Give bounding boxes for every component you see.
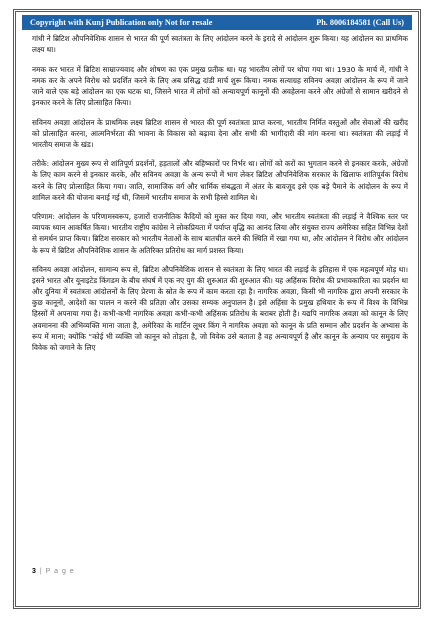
paragraph-results: परिणाम: आंदोलन के परिणामस्वरूप, हजारों राजनीतिक कैदियों को मुक्त कर दिया गया, और भारतीय स्वतंत्रता की लड़ाई ने वैश्विक स्तर पर व्यापक ध्यान आकर्षित किया। भारतीय राष्ट्रीय कांग्रेस ने लोकप्रियता में पर्याप्त वृद्धि का आनंद लिया और संयुक्त राज्य अमेरिका सहित विभिन्न देशों से समर्थन प्राप्त किया। ब्रिटिश सरकार को भारतीय नेताओं के साथ बातचीत करने की स्थिति में रखा गया था, और आंदोलन ने विरोध और आंदोलन के रूप में ब्रिटिश औपनिवेशिक शासन के अतिरिक्त प्रतिरोध का मार्ग प्रशस्त किया। <box>32 212 408 255</box>
paragraph-goals: सविनय अवज्ञा आंदोलन के प्राथमिक लक्ष्य ब्रिटिश शासन से भारत की पूर्ण स्वतंत्रता प्राप्त करना, भारतीय निर्मित वस्तुओं और सेवाओं की खरीद को प्रोत्साहित करना, आत्मनिर्भरता की भावना के विकास को बढ़ावा देना और सभी की भागीदारी की मांग करना था। स्वतंत्रता की लड़ाई में भारतीय समाज के खंड। <box>32 117 408 149</box>
paragraph-intro: गांधी ने ब्रिटिश औपनिवेशिक शासन से भारत की पूर्ण स्वतंत्रता के लिए आंदोलन करने के इरादे से आंदोलन शुरू किया। यह आंदोलन का प्राथमिक लक्ष्य था। <box>32 34 408 55</box>
page-label: P a g e <box>45 568 75 575</box>
footer-separator: | <box>39 568 42 575</box>
copyright-banner <box>22 15 412 30</box>
document-body <box>32 33 408 361</box>
paragraph-conclusion: सविनय अवज्ञा आंदोलन, सामान्य रूप से, ब्रिटिश औपनिवेशिक शासन से स्वतंत्रता के लिए भारत की लड़ाई के इतिहास में एक महत्वपूर्ण मोड़ था। इसने भारत और यूनाइटेड किंगडम के बीच संघर्ष में एक नए युग की शुरुआत की शुरुआत की। यह अहिंसक विरोध की प्रभावकारिता का प्रदर्शन था और दुनिया में स्वतंत्रता आंदोलनों के लिए प्रेरणा के स्रोत के रूप में काम करता रहा है। नागरिक अवज्ञा, किसी भी नागरिक द्वारा अपनी सरकार के कुछ कानूनों, आदेशों का पालन न करने की प्रतिज्ञा और उसका सम्यक अनुपालन है। इसे अहिंसा के प्रमुख हथियार के रूप में विश्व के विभिन्न हिस्सों में अपनाया गया है। कभी-कभी नागरिक अवज्ञा कभी-कभी अहिंसक प्रतिरोध के बराबर होती है। यद्यपि नागरिक अवज्ञा को कानून के लिए अवमानना की अभिव्यक्ति माना जाता है, अमेरिका के मार्टिन लूथर किंग ने नागरिक अवज्ञा को कानून के प्रति सम्मान और प्रदर्शन के अभ्यास के रूप में माना; क्योंकि “कोई भी व्यक्ति जो कानून को तोड़ता है, जो विवेक उसे बताता है वह अन्यायपूर्ण है और कानून के अन्याय पर समुदाय के विवेक को जगाने के लिए <box>32 265 408 352</box>
paragraph-salt-tax: नमक कर भारत में ब्रिटिश साम्राज्यवाद और शोषण का एक प्रमुख प्रतीक था। यह भारतीय लोगों पर थोपा गया था। 1930 के मार्च में, गांधी ने नमक कर के अपने विरोध को प्रदर्शित करने के लिए अब प्रसिद्ध दांडी मार्च शुरू किया। नमक सत्याग्रह सविनय अवज्ञा आंदोलन के रूप में जाने जाने वाले एक बड़े आंदोलन का एक घटक था, जिसने भारत में लोगों को अन्यायपूर्ण कानूनों की अवहेलना करने और अंग्रेजों से सामान खरीदने से इनकार करने के लिए प्रोत्साहित किया। <box>32 64 408 107</box>
page-footer <box>32 568 408 575</box>
contact-phone: Ph. 8006184581 (Call Us) <box>316 18 404 27</box>
paragraph-methods: तरीके: आंदोलन मुख्य रूप से शांतिपूर्ण प्रदर्शनों, हड़तालों और बहिष्कारों पर निर्भर था। लोगों को करों का भुगतान करने से इनकार करके, अंग्रेजों के लिए काम करने से इनकार करके, और सविनय अवज्ञा के अन्य रूपों में भाग लेकर ब्रिटिश औपनिवेशिक सरकार के खिलाफ शांतिपूर्वक विरोध करने के लिए प्रोत्साहित किया गया। जाति, सामाजिक वर्ग और धार्मिक संबद्धता में अंतर के बावजूद इसे एक बड़े पैमाने के आंदोलन के रूप में शामिल करने की योजना बनाई गई थी, जिसमें भारतीय समाज के सभी हिस्से शामिल थे। <box>32 159 408 202</box>
page-number: 3 <box>32 568 36 575</box>
copyright-notice: Copyright with Kunj Publication only Not for resale <box>30 18 213 27</box>
document-page <box>13 9 421 609</box>
